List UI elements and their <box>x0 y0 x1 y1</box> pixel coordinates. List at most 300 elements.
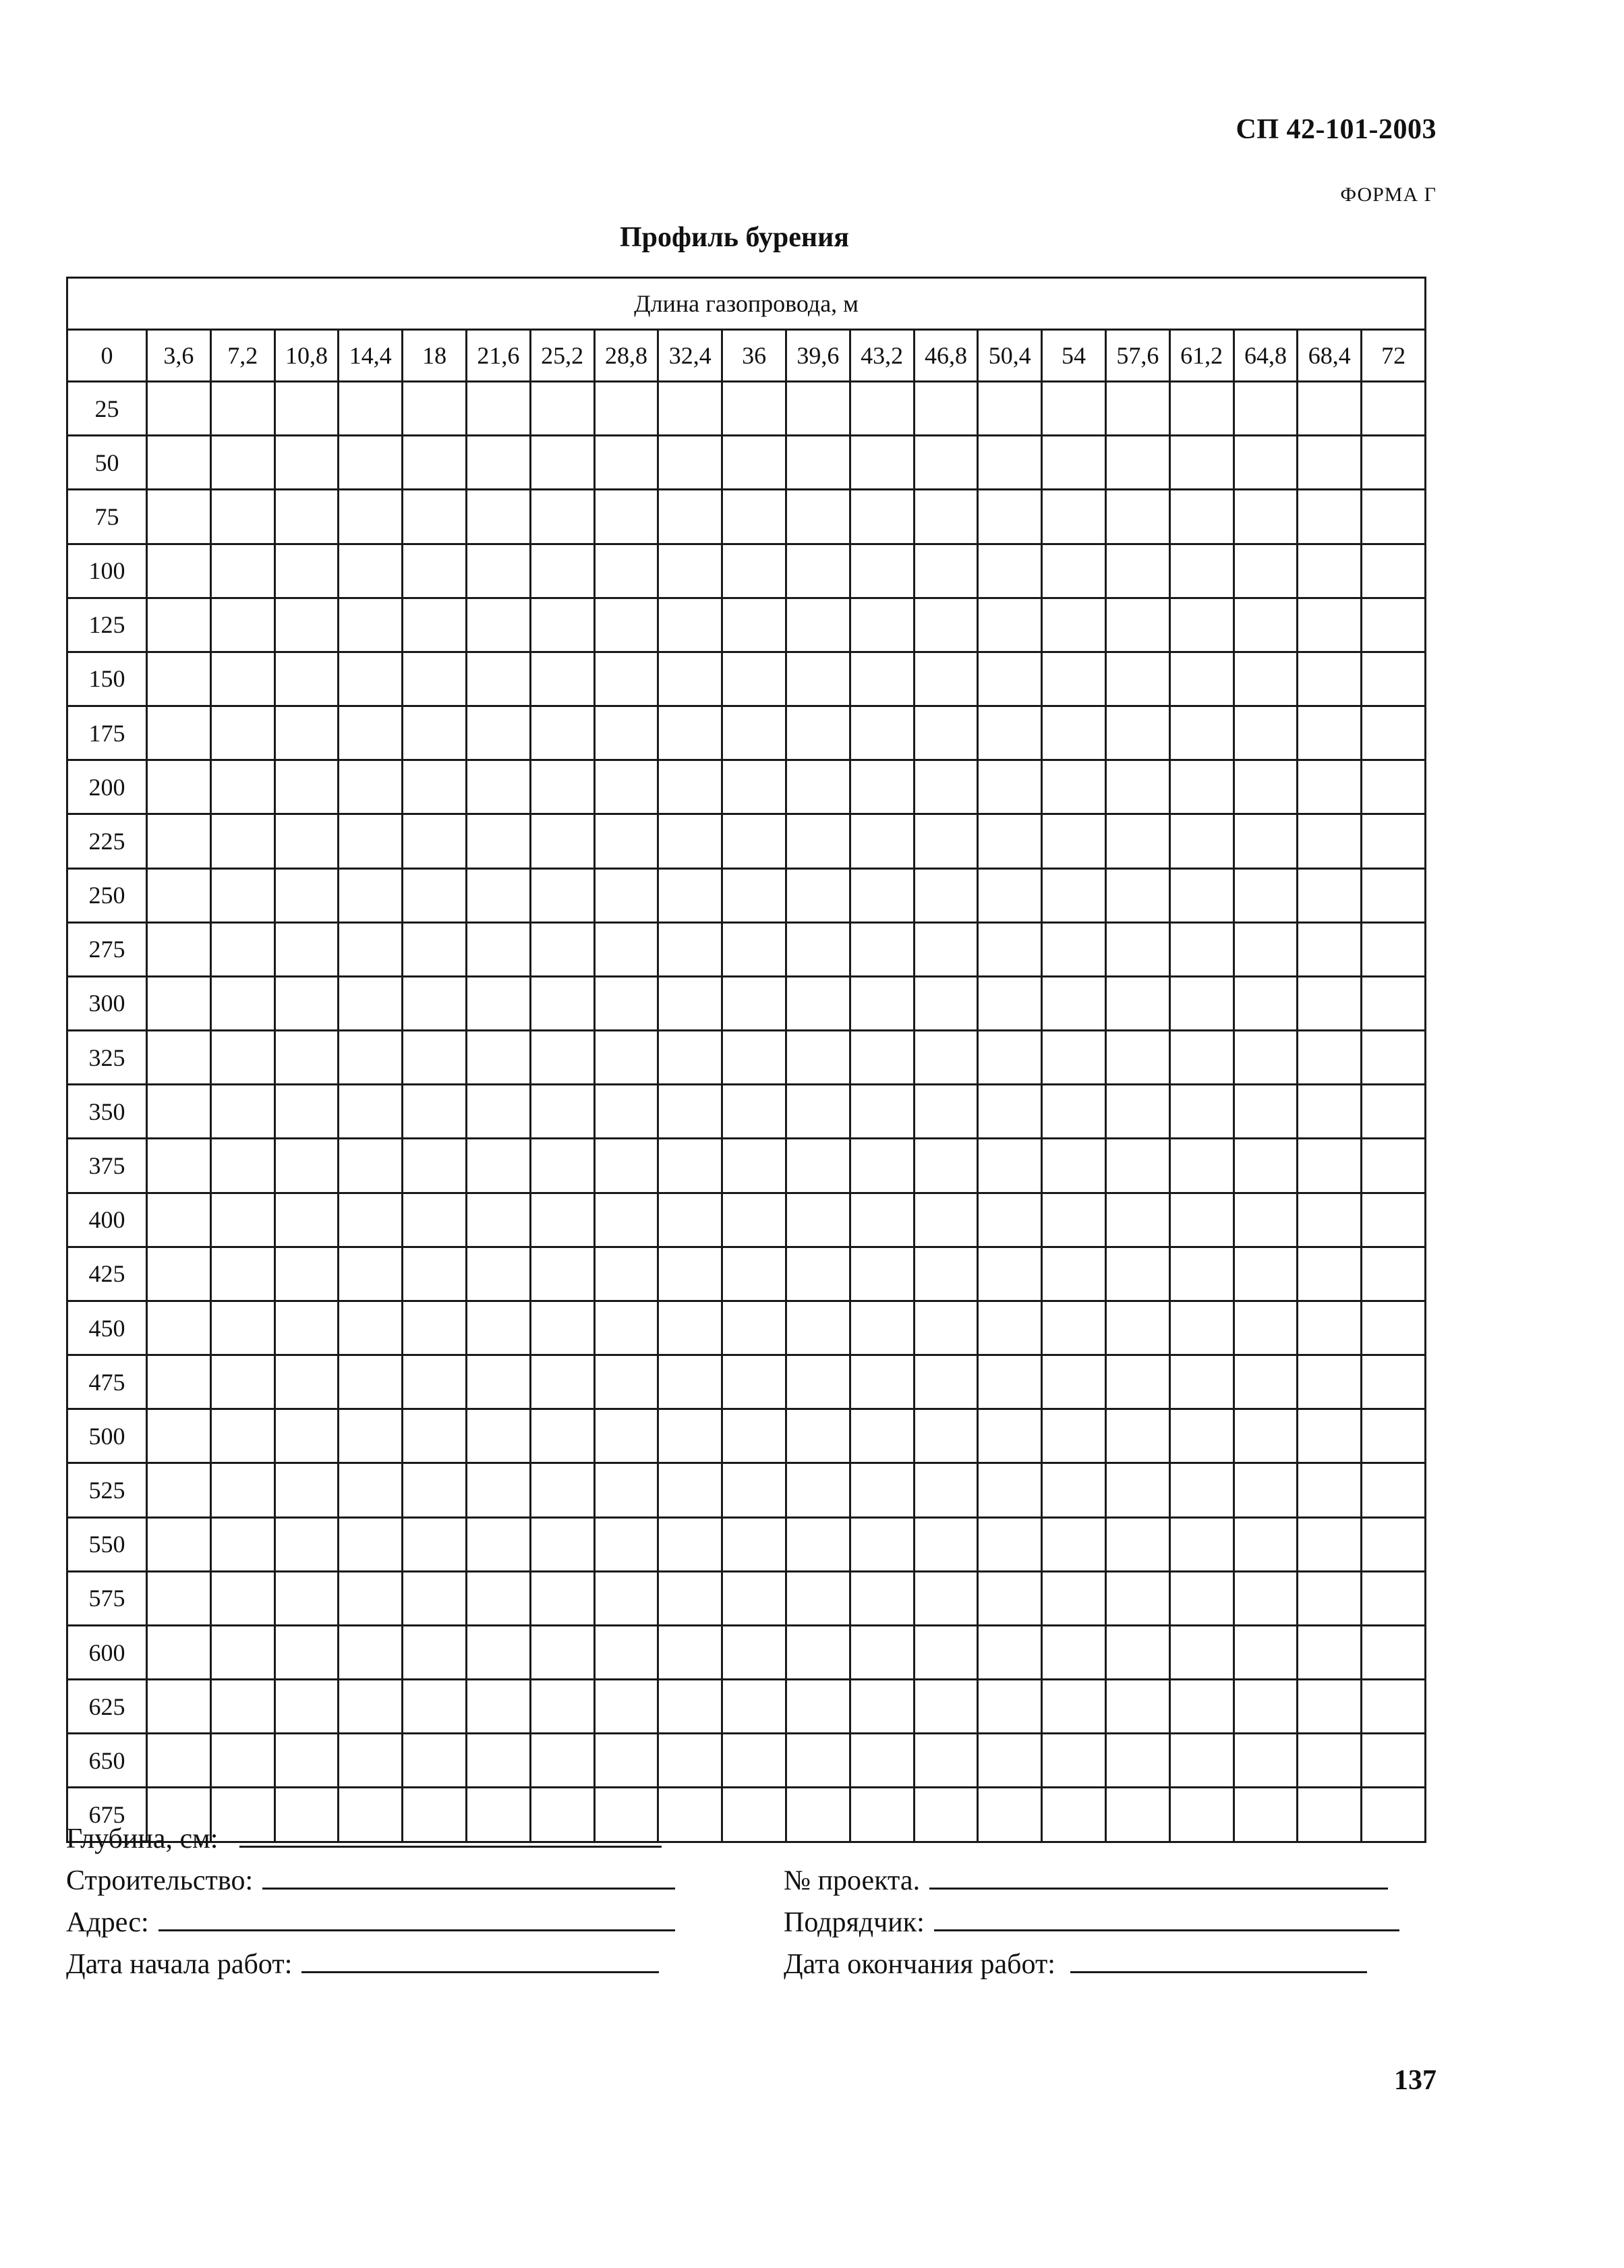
grid-cell[interactable] <box>914 1355 978 1409</box>
grid-cell[interactable] <box>1298 1031 1362 1085</box>
grid-cell[interactable] <box>466 598 530 652</box>
grid-cell[interactable] <box>722 1625 786 1679</box>
grid-cell[interactable] <box>147 868 211 922</box>
grid-cell[interactable] <box>147 814 211 868</box>
grid-cell[interactable] <box>594 382 658 436</box>
grid-cell[interactable] <box>274 1680 339 1734</box>
grid-cell[interactable] <box>1169 544 1234 598</box>
grid-cell[interactable] <box>1234 868 1298 922</box>
grid-cell[interactable] <box>339 1680 403 1734</box>
grid-cell[interactable] <box>274 1409 339 1463</box>
address-input-line[interactable] <box>158 1905 675 1931</box>
grid-cell[interactable] <box>978 598 1042 652</box>
grid-cell[interactable] <box>1298 1680 1362 1734</box>
grid-cell[interactable] <box>978 1247 1042 1301</box>
grid-cell[interactable] <box>914 1247 978 1301</box>
grid-cell[interactable] <box>978 1517 1042 1571</box>
grid-cell[interactable] <box>147 490 211 544</box>
grid-cell[interactable] <box>466 436 530 490</box>
grid-cell[interactable] <box>1234 1031 1298 1085</box>
grid-cell[interactable] <box>1298 1247 1362 1301</box>
grid-cell[interactable] <box>403 922 467 976</box>
grid-cell[interactable] <box>978 1463 1042 1517</box>
grid-cell[interactable] <box>978 490 1042 544</box>
grid-cell[interactable] <box>466 1031 530 1085</box>
grid-cell[interactable] <box>1042 1571 1106 1625</box>
grid-cell[interactable] <box>274 1734 339 1788</box>
grid-cell[interactable] <box>1362 1247 1426 1301</box>
grid-cell[interactable] <box>722 1139 786 1193</box>
grid-cell[interactable] <box>594 868 658 922</box>
grid-cell[interactable] <box>722 1355 786 1409</box>
grid-cell[interactable] <box>850 760 914 814</box>
grid-cell[interactable] <box>658 1680 722 1734</box>
grid-cell[interactable] <box>1362 1571 1426 1625</box>
grid-cell[interactable] <box>914 1463 978 1517</box>
grid-cell[interactable] <box>530 1139 594 1193</box>
grid-cell[interactable] <box>274 1463 339 1517</box>
grid-cell[interactable] <box>466 652 530 706</box>
grid-cell[interactable] <box>1042 382 1106 436</box>
grid-cell[interactable] <box>339 1193 403 1247</box>
grid-cell[interactable] <box>339 1139 403 1193</box>
grid-cell[interactable] <box>339 1247 403 1301</box>
grid-cell[interactable] <box>530 1680 594 1734</box>
grid-cell[interactable] <box>1105 382 1169 436</box>
grid-cell[interactable] <box>658 976 722 1030</box>
grid-cell[interactable] <box>722 544 786 598</box>
grid-cell[interactable] <box>914 1734 978 1788</box>
grid-cell[interactable] <box>1362 1463 1426 1517</box>
grid-cell[interactable] <box>147 598 211 652</box>
grid-cell[interactable] <box>1169 1355 1234 1409</box>
grid-cell[interactable] <box>850 1517 914 1571</box>
grid-cell[interactable] <box>210 760 274 814</box>
grid-cell[interactable] <box>978 1571 1042 1625</box>
start-date-input-line[interactable] <box>301 1947 659 1973</box>
grid-cell[interactable] <box>210 1517 274 1571</box>
grid-cell[interactable] <box>722 868 786 922</box>
grid-cell[interactable] <box>530 1031 594 1085</box>
grid-cell[interactable] <box>850 1680 914 1734</box>
grid-cell[interactable] <box>1234 706 1298 760</box>
grid-cell[interactable] <box>594 1517 658 1571</box>
grid-cell[interactable] <box>786 598 850 652</box>
grid-cell[interactable] <box>1234 1139 1298 1193</box>
grid-cell[interactable] <box>850 868 914 922</box>
grid-cell[interactable] <box>1362 652 1426 706</box>
grid-cell[interactable] <box>594 652 658 706</box>
grid-cell[interactable] <box>850 1734 914 1788</box>
grid-cell[interactable] <box>1105 490 1169 544</box>
grid-cell[interactable] <box>1234 1571 1298 1625</box>
grid-cell[interactable] <box>1362 760 1426 814</box>
grid-cell[interactable] <box>466 1355 530 1409</box>
grid-cell[interactable] <box>1105 1409 1169 1463</box>
grid-cell[interactable] <box>1042 1517 1106 1571</box>
grid-cell[interactable] <box>786 1301 850 1355</box>
grid-cell[interactable] <box>1105 814 1169 868</box>
grid-cell[interactable] <box>1298 1193 1362 1247</box>
grid-cell[interactable] <box>786 976 850 1030</box>
grid-cell[interactable] <box>914 922 978 976</box>
grid-cell[interactable] <box>339 814 403 868</box>
grid-cell[interactable] <box>210 1301 274 1355</box>
grid-cell[interactable] <box>530 760 594 814</box>
grid-cell[interactable] <box>1234 976 1298 1030</box>
grid-cell[interactable] <box>978 1680 1042 1734</box>
grid-cell[interactable] <box>658 490 722 544</box>
grid-cell[interactable] <box>339 1409 403 1463</box>
grid-cell[interactable] <box>850 1355 914 1409</box>
grid-cell[interactable] <box>403 436 467 490</box>
grid-cell[interactable] <box>786 1734 850 1788</box>
grid-cell[interactable] <box>1298 1409 1362 1463</box>
grid-cell[interactable] <box>403 1193 467 1247</box>
grid-cell[interactable] <box>786 1139 850 1193</box>
grid-cell[interactable] <box>850 706 914 760</box>
grid-cell[interactable] <box>658 1409 722 1463</box>
grid-cell[interactable] <box>1234 814 1298 868</box>
grid-cell[interactable] <box>850 1031 914 1085</box>
grid-cell[interactable] <box>403 382 467 436</box>
grid-cell[interactable] <box>1362 922 1426 976</box>
grid-cell[interactable] <box>978 1409 1042 1463</box>
grid-cell[interactable] <box>403 1571 467 1625</box>
grid-cell[interactable] <box>914 1085 978 1139</box>
grid-cell[interactable] <box>339 922 403 976</box>
grid-cell[interactable] <box>722 1517 786 1571</box>
grid-cell[interactable] <box>658 544 722 598</box>
grid-cell[interactable] <box>1362 868 1426 922</box>
grid-cell[interactable] <box>1362 1139 1426 1193</box>
project-number-input-line[interactable] <box>929 1863 1388 1890</box>
grid-cell[interactable] <box>466 1409 530 1463</box>
grid-cell[interactable] <box>914 1680 978 1734</box>
grid-cell[interactable] <box>530 1247 594 1301</box>
grid-cell[interactable] <box>1362 490 1426 544</box>
grid-cell[interactable] <box>786 1355 850 1409</box>
grid-cell[interactable] <box>594 1680 658 1734</box>
grid-cell[interactable] <box>594 1409 658 1463</box>
grid-cell[interactable] <box>1298 1517 1362 1571</box>
grid-cell[interactable] <box>466 706 530 760</box>
grid-cell[interactable] <box>339 598 403 652</box>
grid-cell[interactable] <box>658 1193 722 1247</box>
grid-cell[interactable] <box>786 382 850 436</box>
grid-cell[interactable] <box>210 1031 274 1085</box>
grid-cell[interactable] <box>1042 490 1106 544</box>
grid-cell[interactable] <box>147 1031 211 1085</box>
grid-cell[interactable] <box>339 436 403 490</box>
grid-cell[interactable] <box>658 868 722 922</box>
grid-cell[interactable] <box>274 922 339 976</box>
grid-cell[interactable] <box>1298 436 1362 490</box>
grid-cell[interactable] <box>722 1463 786 1517</box>
grid-cell[interactable] <box>1362 1734 1426 1788</box>
grid-cell[interactable] <box>1105 760 1169 814</box>
grid-cell[interactable] <box>403 1734 467 1788</box>
grid-cell[interactable] <box>1042 1788 1106 1842</box>
grid-cell[interactable] <box>403 544 467 598</box>
grid-cell[interactable] <box>722 652 786 706</box>
grid-cell[interactable] <box>147 1247 211 1301</box>
grid-cell[interactable] <box>978 1625 1042 1679</box>
grid-cell[interactable] <box>1362 1625 1426 1679</box>
grid-cell[interactable] <box>722 598 786 652</box>
grid-cell[interactable] <box>274 436 339 490</box>
grid-cell[interactable] <box>594 1193 658 1247</box>
grid-cell[interactable] <box>1362 1788 1426 1842</box>
grid-cell[interactable] <box>978 436 1042 490</box>
grid-cell[interactable] <box>403 598 467 652</box>
grid-cell[interactable] <box>1234 1517 1298 1571</box>
grid-cell[interactable] <box>403 868 467 922</box>
grid-cell[interactable] <box>850 1139 914 1193</box>
grid-cell[interactable] <box>1042 1247 1106 1301</box>
grid-cell[interactable] <box>914 1301 978 1355</box>
grid-cell[interactable] <box>1169 1625 1234 1679</box>
grid-cell[interactable] <box>210 436 274 490</box>
grid-cell[interactable] <box>1298 1085 1362 1139</box>
grid-cell[interactable] <box>1105 1788 1169 1842</box>
grid-cell[interactable] <box>1042 1355 1106 1409</box>
grid-cell[interactable] <box>1042 814 1106 868</box>
grid-cell[interactable] <box>530 598 594 652</box>
grid-cell[interactable] <box>914 706 978 760</box>
grid-cell[interactable] <box>594 1085 658 1139</box>
grid-cell[interactable] <box>1298 1355 1362 1409</box>
grid-cell[interactable] <box>403 814 467 868</box>
grid-cell[interactable] <box>594 706 658 760</box>
grid-cell[interactable] <box>530 490 594 544</box>
grid-cell[interactable] <box>403 1517 467 1571</box>
grid-cell[interactable] <box>1234 382 1298 436</box>
grid-cell[interactable] <box>530 1409 594 1463</box>
grid-cell[interactable] <box>1169 1031 1234 1085</box>
grid-cell[interactable] <box>1169 1517 1234 1571</box>
grid-cell[interactable] <box>722 1301 786 1355</box>
grid-cell[interactable] <box>1234 922 1298 976</box>
grid-cell[interactable] <box>1362 1085 1426 1139</box>
grid-cell[interactable] <box>210 1355 274 1409</box>
grid-cell[interactable] <box>403 976 467 1030</box>
grid-cell[interactable] <box>658 1031 722 1085</box>
grid-cell[interactable] <box>658 1463 722 1517</box>
grid-cell[interactable] <box>786 814 850 868</box>
grid-cell[interactable] <box>1362 1301 1426 1355</box>
grid-cell[interactable] <box>786 1680 850 1734</box>
grid-cell[interactable] <box>274 1085 339 1139</box>
grid-cell[interactable] <box>786 1085 850 1139</box>
grid-cell[interactable] <box>210 1463 274 1517</box>
grid-cell[interactable] <box>786 1463 850 1517</box>
grid-cell[interactable] <box>914 1139 978 1193</box>
grid-cell[interactable] <box>786 1031 850 1085</box>
grid-cell[interactable] <box>1042 1085 1106 1139</box>
grid-cell[interactable] <box>914 544 978 598</box>
grid-cell[interactable] <box>1042 1625 1106 1679</box>
grid-cell[interactable] <box>147 1571 211 1625</box>
grid-cell[interactable] <box>1298 976 1362 1030</box>
grid-cell[interactable] <box>530 706 594 760</box>
grid-cell[interactable] <box>466 760 530 814</box>
grid-cell[interactable] <box>147 760 211 814</box>
grid-cell[interactable] <box>339 1734 403 1788</box>
grid-cell[interactable] <box>914 1409 978 1463</box>
grid-cell[interactable] <box>594 922 658 976</box>
grid-cell[interactable] <box>274 1301 339 1355</box>
grid-cell[interactable] <box>1105 1031 1169 1085</box>
grid-cell[interactable] <box>210 1680 274 1734</box>
grid-cell[interactable] <box>978 922 1042 976</box>
grid-cell[interactable] <box>210 1734 274 1788</box>
grid-cell[interactable] <box>339 1031 403 1085</box>
grid-cell[interactable] <box>274 706 339 760</box>
grid-cell[interactable] <box>1105 436 1169 490</box>
grid-cell[interactable] <box>1042 1139 1106 1193</box>
grid-cell[interactable] <box>914 1788 978 1842</box>
grid-cell[interactable] <box>147 976 211 1030</box>
grid-cell[interactable] <box>274 868 339 922</box>
grid-cell[interactable] <box>1298 868 1362 922</box>
grid-cell[interactable] <box>1169 1463 1234 1517</box>
grid-cell[interactable] <box>978 1031 1042 1085</box>
grid-cell[interactable] <box>1105 1139 1169 1193</box>
grid-cell[interactable] <box>1105 868 1169 922</box>
grid-cell[interactable] <box>1234 1247 1298 1301</box>
grid-cell[interactable] <box>1362 598 1426 652</box>
grid-cell[interactable] <box>1362 436 1426 490</box>
grid-cell[interactable] <box>978 382 1042 436</box>
grid-cell[interactable] <box>1169 490 1234 544</box>
grid-cell[interactable] <box>1234 544 1298 598</box>
grid-cell[interactable] <box>1105 1571 1169 1625</box>
grid-cell[interactable] <box>1234 490 1298 544</box>
grid-cell[interactable] <box>1042 1301 1106 1355</box>
grid-cell[interactable] <box>594 1031 658 1085</box>
grid-cell[interactable] <box>1169 976 1234 1030</box>
grid-cell[interactable] <box>466 814 530 868</box>
grid-cell[interactable] <box>274 1355 339 1409</box>
grid-cell[interactable] <box>594 1247 658 1301</box>
grid-cell[interactable] <box>850 1571 914 1625</box>
grid-cell[interactable] <box>914 652 978 706</box>
grid-cell[interactable] <box>339 1625 403 1679</box>
grid-cell[interactable] <box>210 868 274 922</box>
grid-cell[interactable] <box>339 760 403 814</box>
grid-cell[interactable] <box>658 760 722 814</box>
grid-cell[interactable] <box>147 436 211 490</box>
grid-cell[interactable] <box>978 1734 1042 1788</box>
grid-cell[interactable] <box>914 1193 978 1247</box>
grid-cell[interactable] <box>914 490 978 544</box>
grid-cell[interactable] <box>1169 1301 1234 1355</box>
grid-cell[interactable] <box>1234 1355 1298 1409</box>
grid-cell[interactable] <box>1042 1680 1106 1734</box>
grid-cell[interactable] <box>210 598 274 652</box>
grid-cell[interactable] <box>850 490 914 544</box>
grid-cell[interactable] <box>210 1409 274 1463</box>
grid-cell[interactable] <box>147 1301 211 1355</box>
grid-cell[interactable] <box>403 1409 467 1463</box>
grid-cell[interactable] <box>1169 1788 1234 1842</box>
grid-cell[interactable] <box>1298 814 1362 868</box>
grid-cell[interactable] <box>594 814 658 868</box>
grid-cell[interactable] <box>1169 760 1234 814</box>
grid-cell[interactable] <box>1169 1085 1234 1139</box>
grid-cell[interactable] <box>722 1409 786 1463</box>
grid-cell[interactable] <box>339 544 403 598</box>
grid-cell[interactable] <box>786 1193 850 1247</box>
grid-cell[interactable] <box>274 1625 339 1679</box>
grid-cell[interactable] <box>1234 1085 1298 1139</box>
grid-cell[interactable] <box>978 976 1042 1030</box>
grid-cell[interactable] <box>786 1409 850 1463</box>
grid-cell[interactable] <box>594 976 658 1030</box>
grid-cell[interactable] <box>274 1247 339 1301</box>
grid-cell[interactable] <box>403 1247 467 1301</box>
grid-cell[interactable] <box>147 1409 211 1463</box>
grid-cell[interactable] <box>1298 1463 1362 1517</box>
grid-cell[interactable] <box>914 760 978 814</box>
grid-cell[interactable] <box>786 652 850 706</box>
grid-cell[interactable] <box>466 1301 530 1355</box>
grid-cell[interactable] <box>1234 1625 1298 1679</box>
grid-cell[interactable] <box>1169 598 1234 652</box>
grid-cell[interactable] <box>658 814 722 868</box>
grid-cell[interactable] <box>1105 1085 1169 1139</box>
grid-cell[interactable] <box>466 544 530 598</box>
grid-cell[interactable] <box>658 1517 722 1571</box>
grid-cell[interactable] <box>530 1734 594 1788</box>
grid-cell[interactable] <box>1298 1625 1362 1679</box>
grid-cell[interactable] <box>339 1571 403 1625</box>
grid-cell[interactable] <box>978 1788 1042 1842</box>
grid-cell[interactable] <box>1105 1355 1169 1409</box>
grid-cell[interactable] <box>1042 1409 1106 1463</box>
grid-cell[interactable] <box>1234 1463 1298 1517</box>
grid-cell[interactable] <box>210 1085 274 1139</box>
grid-cell[interactable] <box>403 490 467 544</box>
grid-cell[interactable] <box>1362 1517 1426 1571</box>
grid-cell[interactable] <box>594 1571 658 1625</box>
grid-cell[interactable] <box>658 1355 722 1409</box>
grid-cell[interactable] <box>722 1734 786 1788</box>
grid-cell[interactable] <box>1362 1355 1426 1409</box>
grid-cell[interactable] <box>1298 1788 1362 1842</box>
grid-cell[interactable] <box>1105 1247 1169 1301</box>
grid-cell[interactable] <box>786 760 850 814</box>
depth-input-line[interactable] <box>239 1821 662 1848</box>
grid-cell[interactable] <box>786 436 850 490</box>
grid-cell[interactable] <box>1169 1680 1234 1734</box>
grid-cell[interactable] <box>274 1193 339 1247</box>
grid-cell[interactable] <box>1169 868 1234 922</box>
grid-cell[interactable] <box>850 1301 914 1355</box>
grid-cell[interactable] <box>147 1734 211 1788</box>
grid-cell[interactable] <box>339 1301 403 1355</box>
grid-cell[interactable] <box>1234 1680 1298 1734</box>
grid-cell[interactable] <box>850 544 914 598</box>
grid-cell[interactable] <box>722 1085 786 1139</box>
grid-cell[interactable] <box>210 922 274 976</box>
grid-cell[interactable] <box>1234 1301 1298 1355</box>
grid-cell[interactable] <box>530 1193 594 1247</box>
grid-cell[interactable] <box>1042 598 1106 652</box>
grid-cell[interactable] <box>274 1139 339 1193</box>
grid-cell[interactable] <box>403 1680 467 1734</box>
